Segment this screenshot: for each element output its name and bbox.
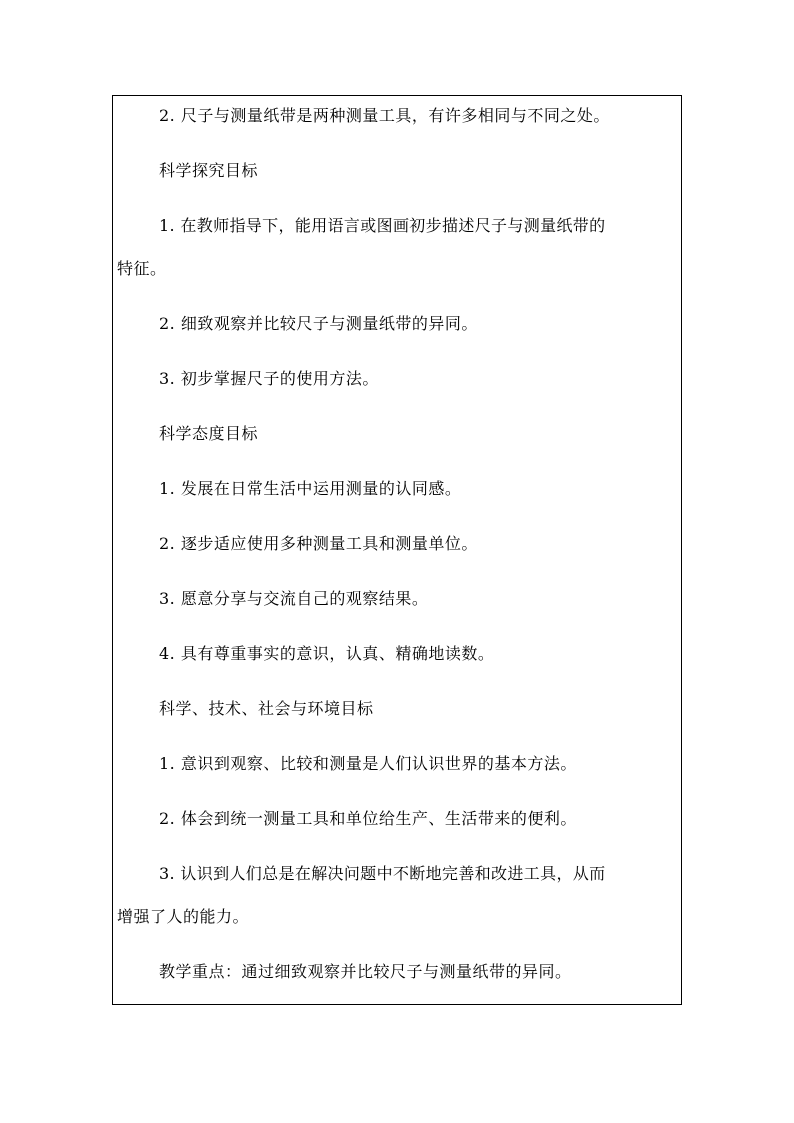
- paragraph-inquiry-3: 3. 初步掌握尺子的使用方法。: [159, 369, 379, 388]
- paragraph-inquiry-1-continuation: 特征。: [117, 259, 167, 278]
- heading-inquiry-goals: 科学探究目标: [159, 161, 259, 180]
- paragraph-stse-1: 1. 意识到观察、比较和测量是人们认识世界的基本方法。: [159, 754, 577, 773]
- heading-stse-goals: 科学、技术、社会与环境目标: [159, 699, 374, 718]
- paragraph-stse-2: 2. 体会到统一测量工具和单位给生产、生活带来的便利。: [159, 809, 577, 828]
- heading-attitude-goals: 科学态度目标: [159, 424, 259, 443]
- paragraph-inquiry-2: 2. 细致观察并比较尺子与测量纸带的异同。: [159, 314, 478, 333]
- paragraph-knowledge-2: 2. 尺子与测量纸带是两种测量工具，有许多相同与不同之处。: [159, 106, 610, 125]
- paragraph-attitude-4: 4. 具有尊重事实的意识，认真、精确地读数。: [159, 644, 495, 663]
- paragraph-stse-3: 3. 认识到人们总是在解决问题中不断地完善和改进工具，从而: [159, 864, 606, 883]
- content-frame: [112, 95, 682, 1005]
- paragraph-attitude-1: 1. 发展在日常生活中运用测量的认同感。: [159, 479, 462, 498]
- paragraph-attitude-3: 3. 愿意分享与交流自己的观察结果。: [159, 589, 429, 608]
- paragraph-attitude-2: 2. 逐步适应使用多种测量工具和测量单位。: [159, 534, 478, 553]
- paragraph-inquiry-1: 1. 在教师指导下，能用语言或图画初步描述尺子与测量纸带的: [159, 216, 606, 235]
- paragraph-stse-3-continuation: 增强了人的能力。: [117, 907, 250, 926]
- paragraph-teaching-focus: 教学重点：通过细致观察并比较尺子与测量纸带的异同。: [159, 962, 572, 981]
